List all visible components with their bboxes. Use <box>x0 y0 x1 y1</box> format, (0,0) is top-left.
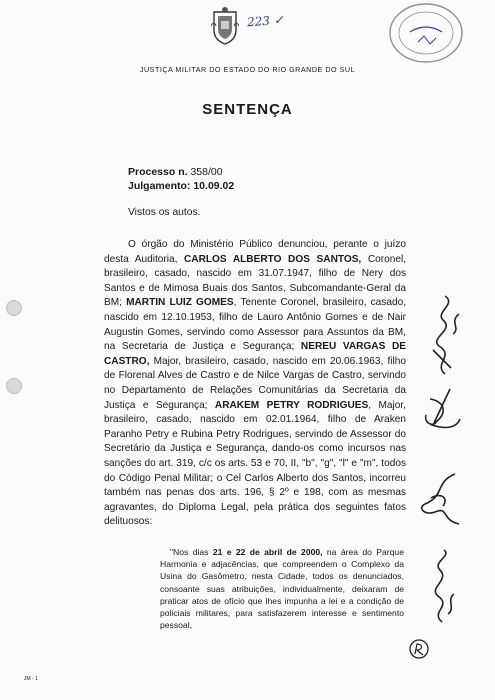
defendant-name: MARTIN LUIZ GOMES <box>126 297 234 309</box>
julgamento-line <box>128 180 234 192</box>
handwritten-signature <box>425 290 465 378</box>
body-text-segment: Major, brasileiro, casado, nascido em 20.06.1963, filho de Florenal Alves de Castro e de Nilce Vargas de Castro, servindo no Departamento de Relações Comunitárias da Secretaria da Justiça e Segurança; <box>104 355 406 411</box>
institution-header: JUSTIÇA MILITAR DO ESTADO DO RIO GRANDE DO SUL <box>139 65 356 74</box>
julgamento-label: Julgamento: <box>128 180 191 192</box>
handwritten-signature <box>415 470 467 530</box>
defendant-name: CARLOS ALBERTO DOS SANTOS, <box>184 253 362 265</box>
punch-hole <box>6 300 22 316</box>
processo-line <box>128 166 223 178</box>
processo-label: Processo n. <box>128 166 188 178</box>
body-paragraph <box>104 238 406 530</box>
defendant-name: NEREU VARGAS DE CASTRO, <box>104 341 406 367</box>
defendant-name: ARAKEM PETRY RODRIGUES <box>214 399 369 411</box>
handwritten-signature <box>424 548 462 626</box>
processo-value: 358/00 <box>190 166 223 178</box>
body-text-segment: Coronel, brasileiro, casado, nascido em 31.07.1947, filho de Nery dos Santos e de Mimosa Buais dos Santos, Subcomandante-Geral da BM; <box>104 253 406 309</box>
body-text-segment: O órgão do Ministério Público denunciou, perante o juízo desta Auditoria, <box>104 239 406 265</box>
julgamento-value: 10.09.02 <box>193 180 235 192</box>
quoted-facts <box>160 546 404 631</box>
body-text-segment: , Tenente Coronel, brasileiro, casado, nascido em 12.10.1953, filho de Lauro Antônio Gomes e de Nair Augustin Gomes, servindo como Assessor para Assuntos da BM, na Secretaria de Justiça e Segurança; <box>104 297 406 353</box>
handwritten-reference: 223 ✓ <box>246 12 285 30</box>
official-stamp-icon <box>388 2 464 64</box>
quote-date: 21 e 22 de abril de 2000, <box>212 547 323 557</box>
body-text-segment: , Major, brasileiro, casado, nascido em 02.01.1964, filho de Araken Paranho Petry e Rubina Petry Rodrigues, servindo de Assessor do Secretário da Justiça e Segurança, dando-os como incursos nas sanções do art. 319, c/c os arts. 53 e 70, II, "b", "g", "l" e "m", todos do Código Penal Militar; o Cel Carlos Alberto dos Santos, incorreu também nas penas dos arts. 196, § 2º e 198, com as mesmas agravantes, do Diploma Legal, pela prática dos seguintes fatos delituosos: <box>104 399 406 528</box>
quote-text-segment: "Nos dias <box>170 547 213 557</box>
form-code: JM - 1 <box>24 676 38 682</box>
punch-hole <box>6 378 22 394</box>
quote-text-segment: na área do Parque Harmonia e adjacências, que compreendem o Complexo da Usina do Gasômetro, nesta Cidade, todos os denunciados, consoante suas atribuições, individualmente, deixaram de praticar atos de ofício que lhes impunha a lei e a condição de policiais militares, para satisfazerem interesse e sentimento pessoal, <box>160 547 404 631</box>
page-title: SENTENÇA <box>202 101 293 118</box>
handwritten-initials <box>420 385 464 435</box>
vistos-line: Vistos os autos. <box>128 207 201 218</box>
coat-of-arms-icon <box>211 6 239 46</box>
initials-mark <box>407 638 431 660</box>
